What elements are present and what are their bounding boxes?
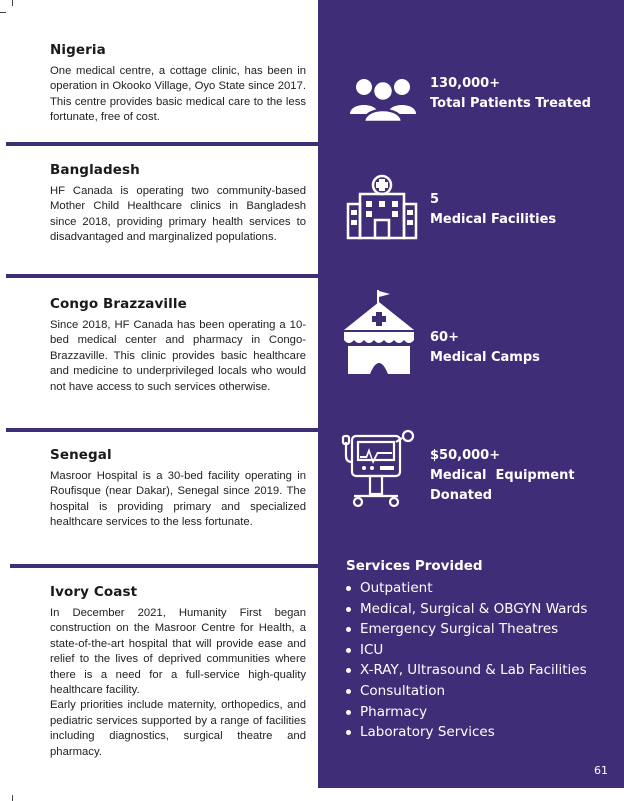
stat-facilities bbox=[340, 174, 610, 254]
crop-mark-top bbox=[12, 0, 13, 6]
section-congo-brazzaville bbox=[50, 296, 306, 395]
section-title: Bangladesh bbox=[50, 162, 140, 178]
section-divider bbox=[6, 274, 318, 278]
list-item: X-RAY, Ultrasound & Lab Facilities bbox=[346, 660, 606, 681]
section-body: In December 2021, Humanity First began construction on the Masroor Centre for Health, a state-of-the-art hospital that will provide ease and relief to the lives of deprived communities where there is a need for a full-service high-quality healthcare facility. bbox=[50, 607, 306, 697]
stat-equipment bbox=[340, 426, 610, 506]
list-item: Emergency Surgical Theatres bbox=[346, 619, 606, 640]
stat-label-continued: Donated bbox=[430, 488, 493, 503]
section-divider bbox=[10, 564, 318, 568]
stat-label: Medical Facilities bbox=[430, 212, 557, 227]
medical-tent-icon bbox=[340, 290, 420, 366]
section-body-continued: Early priorities include maternity, orthopedics, and pediatric services supported by a range of facilities including diagnostics, surgical theatre and pharmacy. bbox=[50, 699, 306, 758]
section-ivory-coast bbox=[50, 584, 306, 760]
list-item: Medical, Surgical & OBGYN Wards bbox=[346, 599, 606, 620]
stat-label: Total Patients Treated bbox=[430, 96, 591, 111]
list-item: Pharmacy bbox=[346, 702, 606, 723]
section-body: One medical centre, a cottage clinic, has been in operation in Okooko Village, Oyo State since 2017. This centre provides basic medical care to the less fortunate, free of cost. bbox=[50, 65, 306, 124]
section-bangladesh bbox=[50, 162, 306, 246]
section-divider bbox=[6, 428, 318, 432]
people-group-icon bbox=[340, 74, 420, 150]
section-title: Congo Brazzaville bbox=[50, 296, 187, 312]
services-list bbox=[346, 578, 606, 743]
stat-value: 130,000+ bbox=[430, 76, 501, 91]
stat-value: 60+ bbox=[430, 330, 459, 345]
section-body: Masroor Hospital is a 30-bed facility operating in Roufisque (near Dakar), Senegal since 2019. The hospital is providing primary and specialized healthcare services to the less fortunate. bbox=[50, 470, 306, 529]
section-title: Ivory Coast bbox=[50, 584, 138, 600]
stat-camps bbox=[340, 290, 610, 370]
section-title: Nigeria bbox=[50, 42, 106, 58]
page-number: 61 bbox=[594, 764, 608, 777]
list-item: ICU bbox=[346, 640, 606, 661]
section-body: HF Canada is operating two community-based Mother Child Healthcare clinics in Bangladesh since 2018, providing primary health services to disadvantaged and marginalized populations. bbox=[50, 185, 306, 244]
section-divider bbox=[6, 142, 318, 146]
stat-label: Medical Equipment bbox=[430, 468, 575, 483]
stat-value: 5 bbox=[430, 192, 440, 207]
section-body: Since 2018, HF Canada has been operating a 10-bed medical center and pharmacy in Congo-Brazzaville. This clinic provides basic healthcare and medicine to underprivileged locals who would not have access to such services otherwise. bbox=[50, 319, 306, 393]
list-item: Outpatient bbox=[346, 578, 606, 599]
hospital-building-icon bbox=[340, 174, 420, 250]
stat-patients bbox=[340, 74, 610, 154]
section-senegal bbox=[50, 447, 306, 531]
crop-mark-left bbox=[0, 12, 6, 13]
list-item: Consultation bbox=[346, 681, 606, 702]
stat-value: $50,000+ bbox=[430, 448, 501, 463]
list-item: Laboratory Services bbox=[346, 722, 606, 743]
section-nigeria bbox=[50, 42, 306, 126]
services-title: Services Provided bbox=[346, 558, 483, 574]
section-title: Senegal bbox=[50, 447, 112, 463]
stat-label: Medical Camps bbox=[430, 350, 540, 365]
medical-equipment-icon bbox=[340, 426, 420, 502]
crop-mark-bottom bbox=[12, 795, 13, 801]
services-provided bbox=[346, 558, 606, 743]
